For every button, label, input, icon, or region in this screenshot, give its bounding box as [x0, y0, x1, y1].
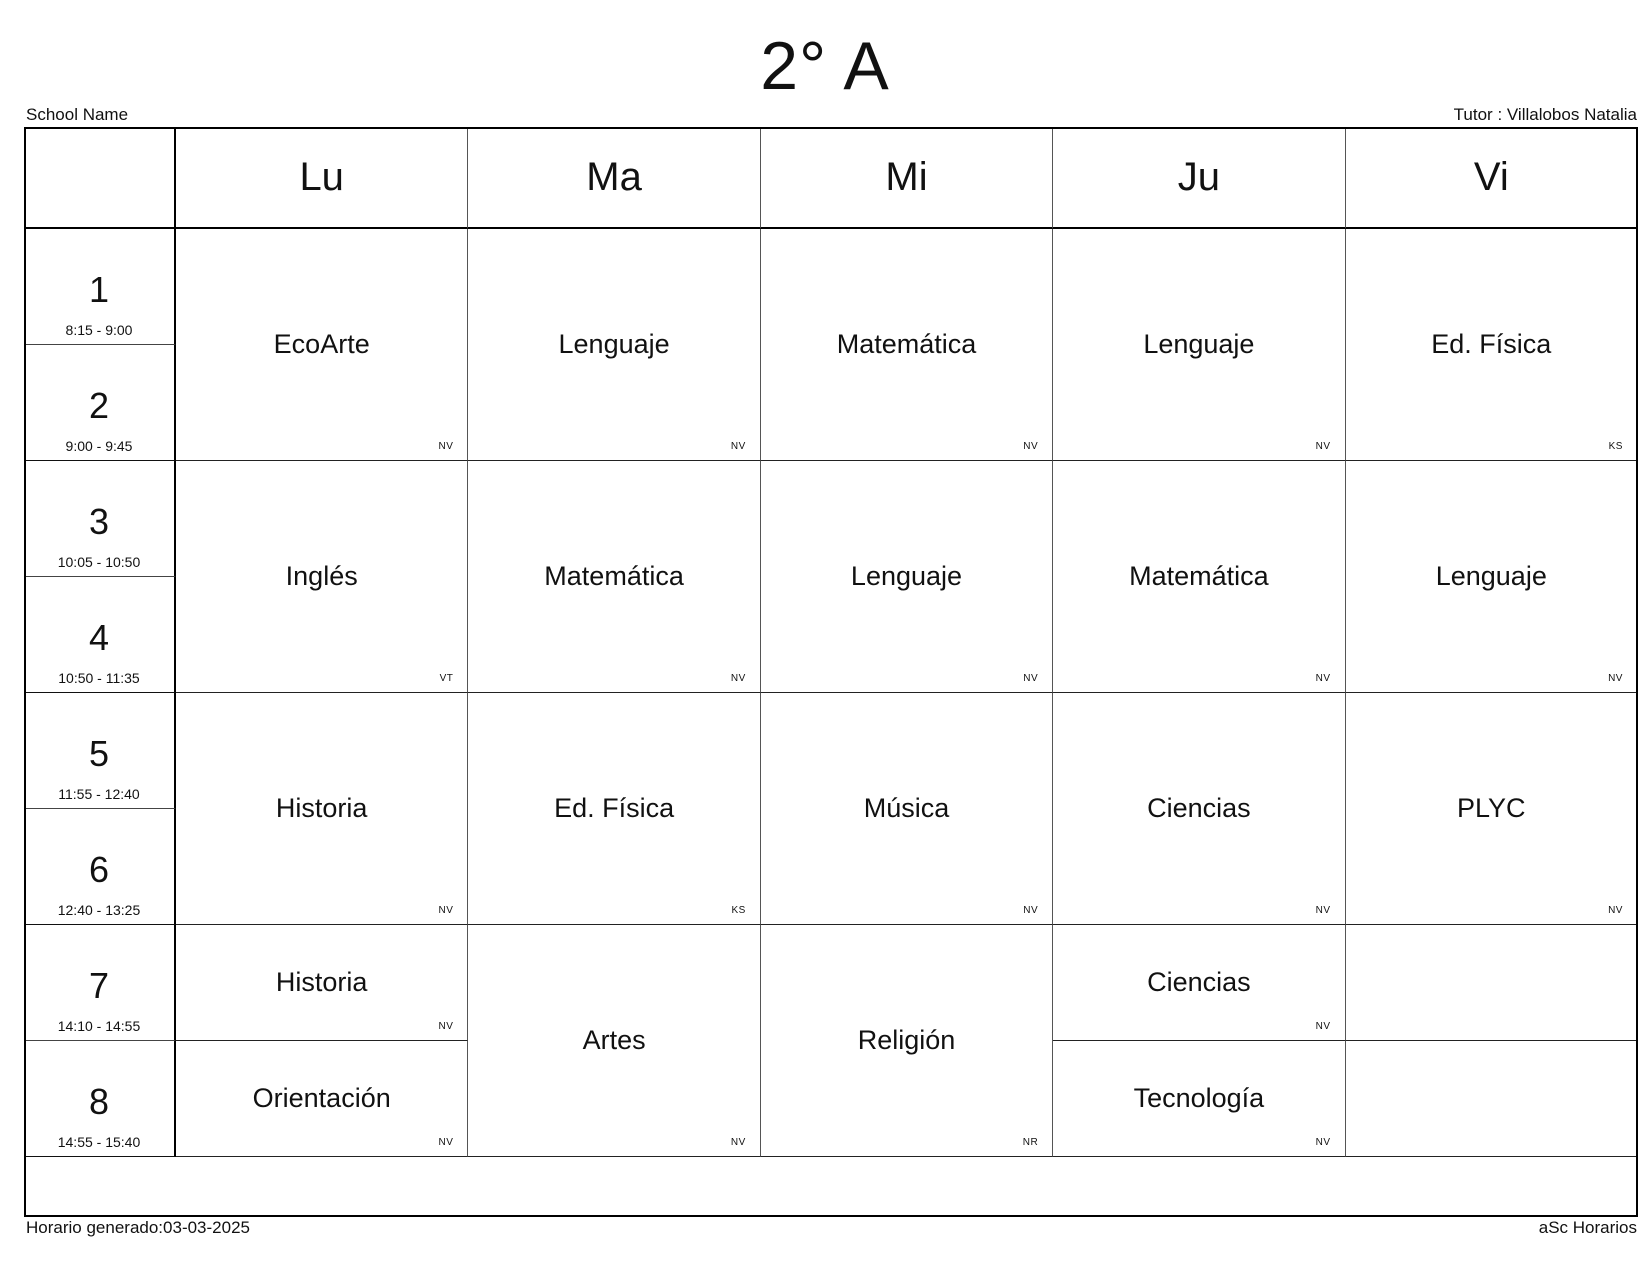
lesson-cell-ed-física: [1346, 229, 1638, 461]
day-header-lu: Lu: [176, 127, 468, 229]
day-header-mi: Mi: [761, 127, 1053, 229]
period-time: 14:55 - 15:40: [57, 1134, 141, 1150]
lesson-cell-tecnología: [1053, 1041, 1345, 1157]
lesson-cell-empty: [1346, 1041, 1638, 1157]
lesson-subject: Inglés: [285, 561, 358, 591]
lesson-cell-plyc: [1346, 693, 1638, 925]
teacher-initials: NV: [1023, 905, 1039, 916]
teacher-initials: NV: [1315, 1137, 1331, 1148]
lesson-cell-matemática: [761, 229, 1053, 461]
lesson-cell-música: [761, 693, 1053, 925]
lesson-cell-lenguaje: [1053, 229, 1345, 461]
lesson-subject: Historia: [275, 793, 368, 823]
period-number: 3: [88, 501, 110, 542]
lesson-subject: Lenguaje: [1435, 561, 1547, 591]
lesson-subject: Ed. Física: [1431, 329, 1552, 359]
day-header-ma: Ma: [468, 127, 760, 229]
period-cell-3: [24, 461, 176, 577]
corner-cell: [24, 127, 176, 229]
period-cell-2: [24, 345, 176, 461]
teacher-initials: NV: [438, 441, 454, 452]
tutor-name: Tutor : Villalobos Natalia: [1453, 105, 1637, 124]
period-number: 8: [88, 1081, 110, 1122]
lesson-cell-ciencias: [1053, 693, 1345, 925]
lesson-cell-religión: [761, 925, 1053, 1157]
period-number: 2: [88, 385, 110, 426]
lesson-subject: Ciencias: [1147, 967, 1251, 997]
lesson-subject: Lenguaje: [850, 561, 963, 591]
lesson-cell-orientación: [176, 1041, 468, 1157]
lesson-cell-historia: [176, 925, 468, 1041]
period-time: 8:15 - 9:00: [65, 322, 133, 338]
period-number: 5: [88, 733, 110, 774]
lesson-subject: Artes: [582, 1025, 646, 1055]
timetable-grid: [24, 127, 1638, 1217]
teacher-initials: NV: [438, 1137, 454, 1148]
period-number: 6: [88, 849, 110, 890]
lesson-cell-lenguaje: [1346, 461, 1638, 693]
period-cell-8: [24, 1041, 176, 1157]
period-time: 10:05 - 10:50: [57, 554, 141, 570]
lesson-subject: EcoArte: [273, 329, 370, 359]
teacher-initials: NV: [1608, 673, 1623, 684]
teacher-initials: NV: [1608, 905, 1623, 916]
period-cell-1: [24, 229, 176, 345]
lesson-subject: Matemática: [544, 561, 684, 591]
lesson-subject: Lenguaje: [1143, 329, 1255, 359]
period-time: 14:10 - 14:55: [57, 1018, 141, 1034]
period-cell-6: [24, 809, 176, 925]
lesson-subject: Matemática: [1129, 561, 1269, 591]
lesson-subject: Lenguaje: [558, 329, 670, 359]
teacher-initials: NV: [1315, 905, 1331, 916]
day-header-ju: Ju: [1053, 127, 1345, 229]
lesson-subject: Matemática: [836, 329, 977, 359]
teacher-initials: NV: [1023, 673, 1039, 684]
period-number: 7: [88, 965, 110, 1006]
lesson-subject: Historia: [275, 967, 368, 997]
lesson-subject: Religión: [857, 1025, 956, 1055]
lesson-cell-ciencias: [1053, 925, 1345, 1041]
period-number: 4: [88, 617, 110, 658]
lesson-subject: Tecnología: [1133, 1083, 1265, 1113]
school-name: School Name: [26, 105, 129, 124]
teacher-initials: KS: [731, 905, 746, 916]
teacher-initials: NV: [1315, 441, 1331, 452]
teacher-initials: NV: [1023, 441, 1039, 452]
lesson-subject: Ed. Física: [554, 793, 675, 823]
teacher-initials: NV: [1315, 673, 1331, 684]
teacher-initials: NV: [438, 905, 454, 916]
period-cell-7: [24, 925, 176, 1041]
period-time: 9:00 - 9:45: [65, 438, 133, 454]
teacher-initials: NV: [730, 1137, 746, 1148]
lesson-cell-historia: [176, 693, 468, 925]
teacher-initials: VT: [439, 673, 454, 684]
lesson-cell-lenguaje: [761, 461, 1053, 693]
teacher-initials: NR: [1022, 1137, 1039, 1148]
period-cell-4: [24, 577, 176, 693]
class-title: 2° A: [760, 28, 890, 104]
lesson-subject: Música: [863, 793, 950, 823]
period-time: 11:55 - 12:40: [58, 786, 140, 802]
period-time: 10:50 - 11:35: [58, 670, 140, 686]
lesson-cell-inglés: [176, 461, 468, 693]
app-brand: aSc Horarios: [1538, 1218, 1637, 1237]
lesson-cell-ecoarte: [176, 229, 468, 461]
lesson-cell-matemática: [1053, 461, 1345, 693]
teacher-initials: NV: [730, 441, 746, 452]
lesson-subject: PLYC: [1457, 793, 1526, 823]
lesson-cell-empty: [1346, 925, 1638, 1041]
lesson-subject: Ciencias: [1147, 793, 1251, 823]
teacher-initials: NV: [730, 673, 746, 684]
day-header-vi: Vi: [1346, 127, 1638, 229]
lesson-cell-matemática: [468, 461, 760, 693]
teacher-initials: NV: [1315, 1021, 1331, 1032]
lesson-cell-ed-física: [468, 693, 760, 925]
period-time: 12:40 - 13:25: [57, 902, 141, 918]
teacher-initials: NV: [438, 1021, 454, 1032]
period-cell-5: [24, 693, 176, 809]
lesson-cell-artes: [468, 925, 760, 1157]
lesson-subject: Orientación: [252, 1083, 391, 1113]
period-number: 1: [88, 269, 110, 310]
generated-date: Horario generado:03-03-2025: [26, 1218, 250, 1237]
teacher-initials: KS: [1608, 441, 1623, 452]
lesson-cell-lenguaje: [468, 229, 760, 461]
